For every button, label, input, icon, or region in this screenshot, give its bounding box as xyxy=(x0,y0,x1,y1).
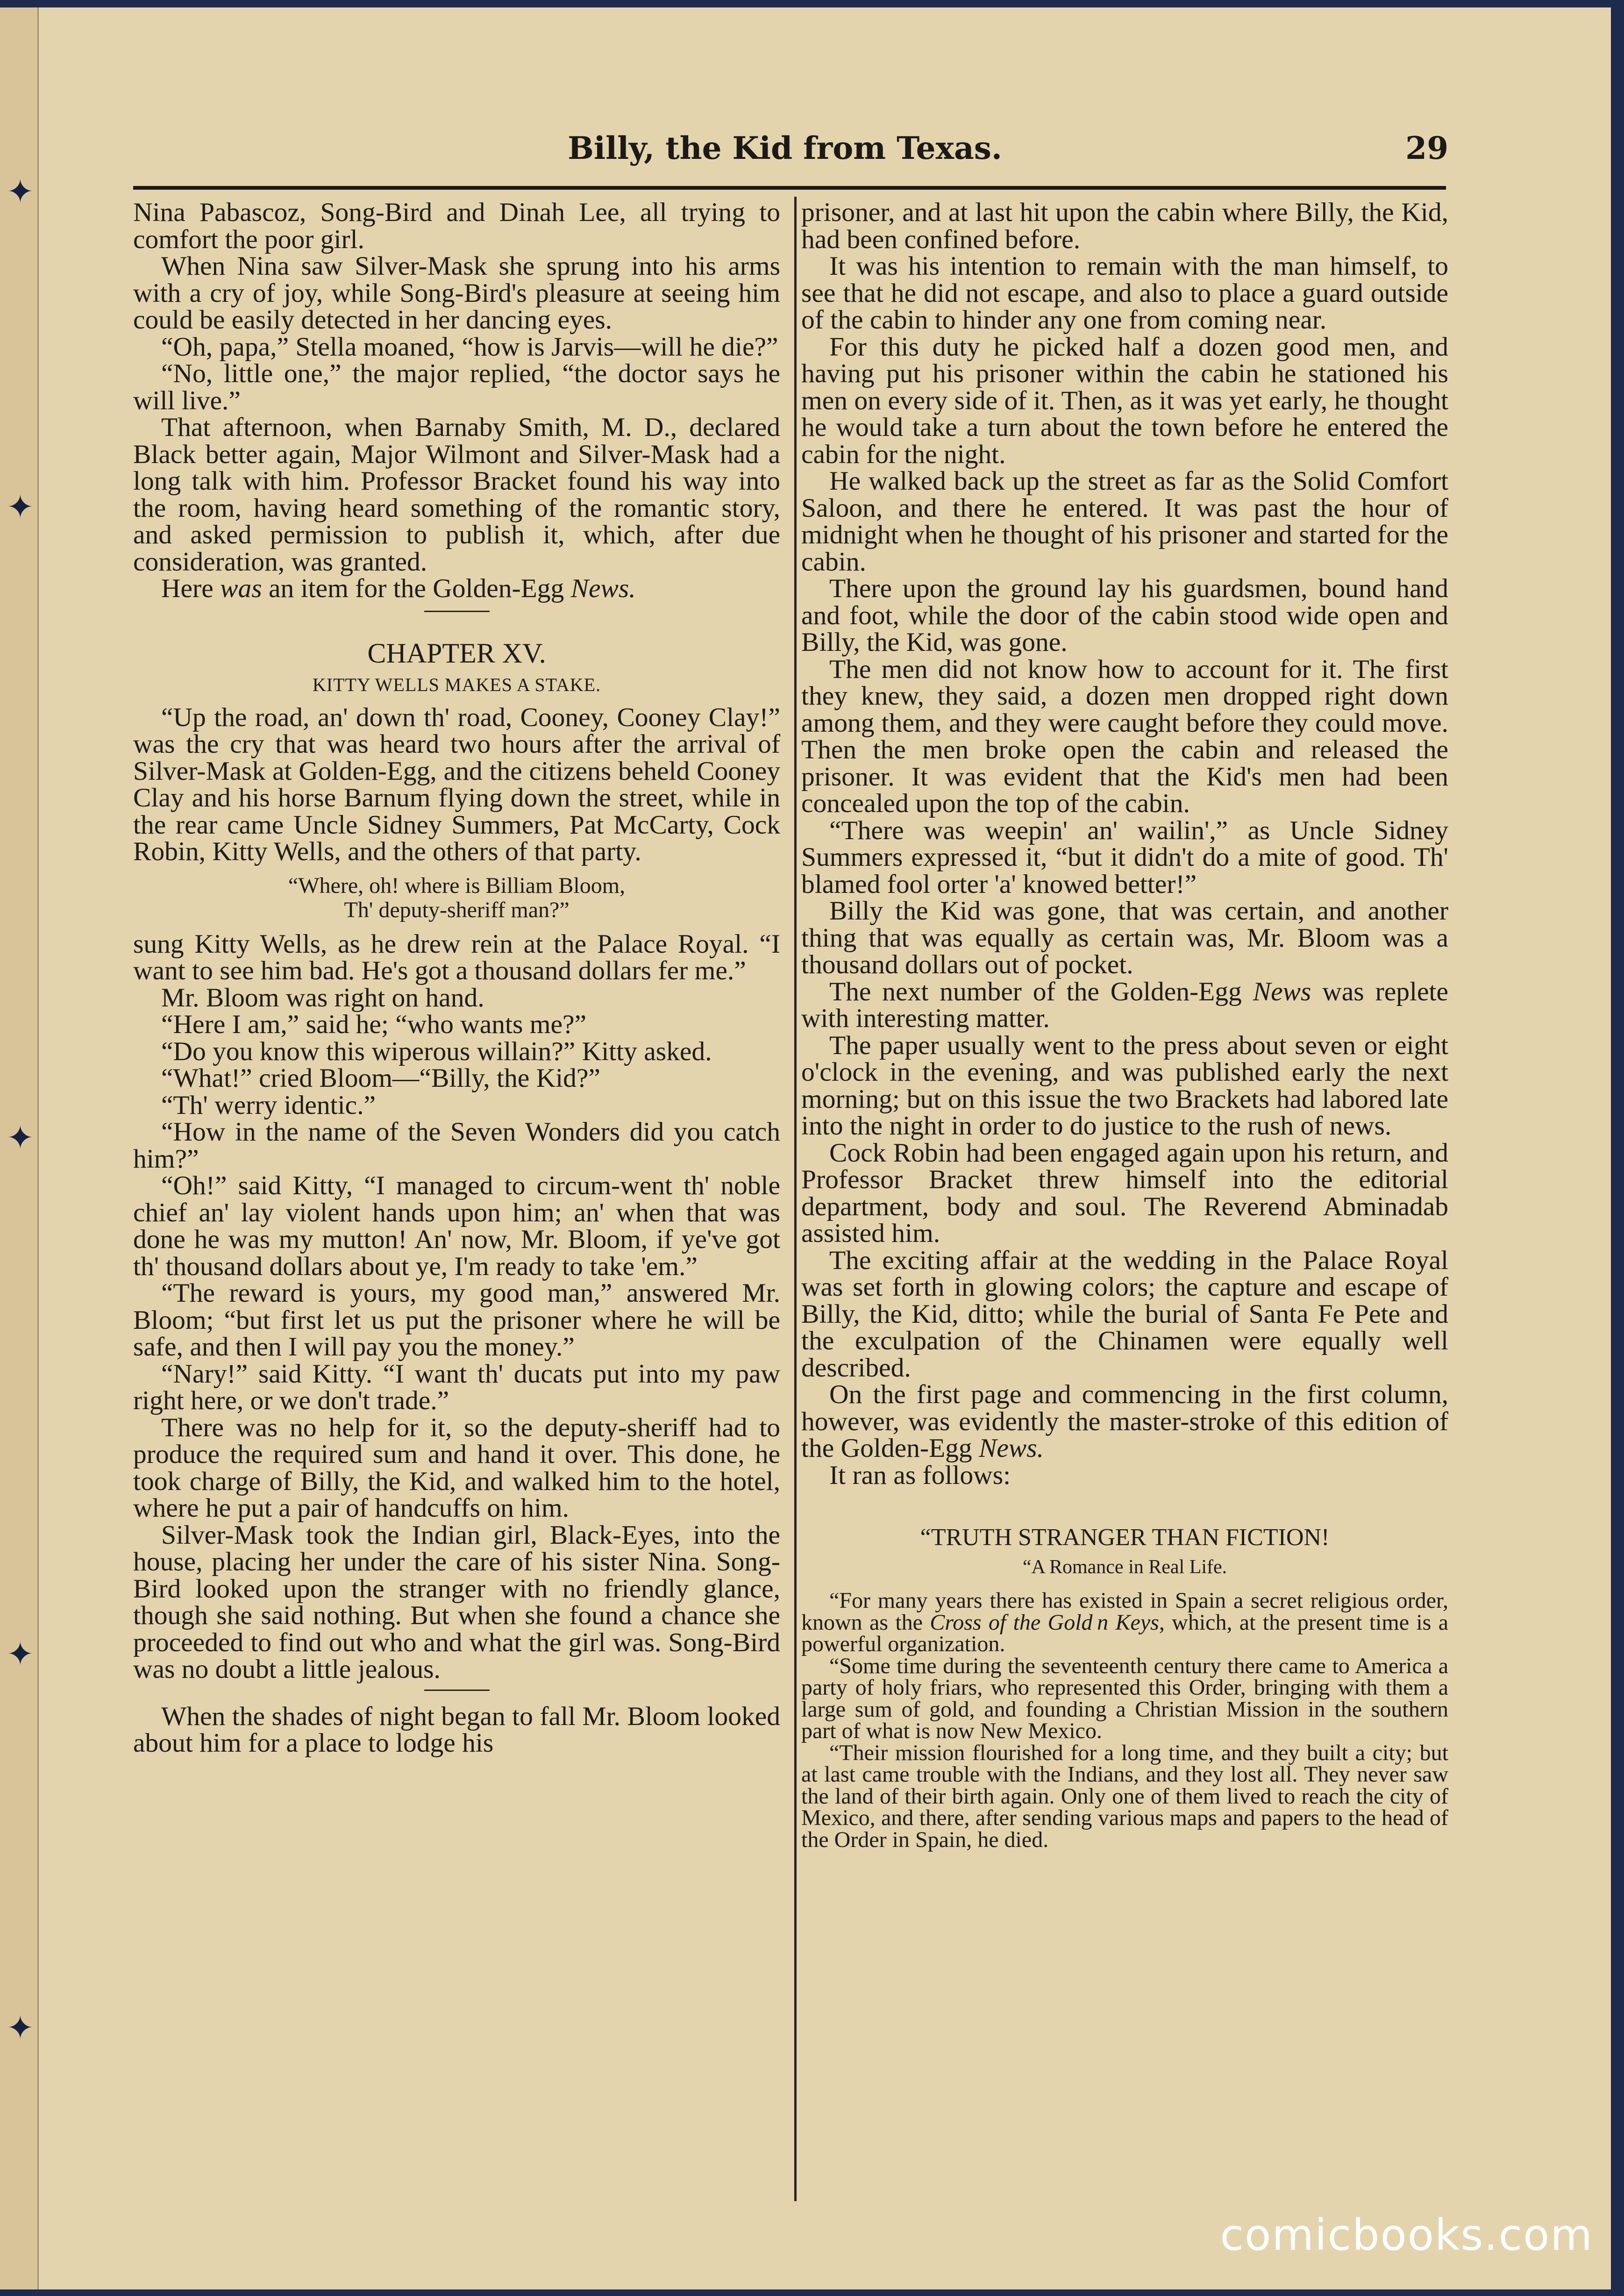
paragraph: “Some time during the seventeenth century there came to America a party of holy friars, who represented this Order, bringing with them a large sum of gold, and founding a Christian Mission in the southern part of what is now New Mexico. xyxy=(801,1653,1448,1743)
paragraph: “The reward is yours, my good man,” answered Mr. Bloom; “but first let us put the prisoner where he will be safe, and then I will pay you the money.” xyxy=(133,1278,780,1362)
paragraph: “Here I am,” said he; “who wants me?” xyxy=(161,1010,587,1039)
paragraph: On the first page and commencing in the first column, however, was evidently the master-stroke of this edition of the Golden-Egg News. xyxy=(801,1380,1448,1463)
binding-hole-icon: ✦ xyxy=(7,2009,34,2047)
binding-hole-icon: ✦ xyxy=(7,172,34,211)
chapter-heading: CHAPTER XV. xyxy=(367,637,546,669)
paragraph: When the shades of night began to fall Mr. Bloom looked about him for a place to lodge his xyxy=(133,1701,780,1758)
paragraph: That afternoon, when Barnaby Smith, M. D., declared Black better again, Major Wilmont and Silver-Mask had a long talk with him. Professor Bracket found his way into the room, having heard something of the romantic story, and asked permission to publish it, which, after due consideration, was granted. xyxy=(133,413,780,577)
page-number: 29 xyxy=(1405,130,1448,166)
separator-rule xyxy=(424,611,490,612)
paragraph: He walked back up the street as far as the Solid Comfort Saloon, and there he entered. It was past the hour of midnight when he thought of his prisoner and started for the cabin. xyxy=(801,466,1448,577)
paragraph: Here was an item for the Golden-Egg News. xyxy=(161,574,636,603)
verse xyxy=(133,874,780,922)
paragraph: “No, little one,” the major replied, “the doctor says he will live.” xyxy=(133,359,780,415)
paragraph: “Nary!” said Kitty. “I want th' ducats put into my paw right here, or we don't trade.” xyxy=(133,1359,780,1415)
binding-hole-icon: ✦ xyxy=(7,1635,34,1673)
paragraph: “There was weepin' an' wailin',” as Uncle Sidney Summers expressed it, “but it didn't do a mite of good. Th' blamed fool orter 'a' knowed better!” xyxy=(801,815,1448,899)
paragraph: “Their mission flourished for a long time, and they built a city; but at last came trouble with the Indians, and they lost all. They never saw the land of their birth again. Only one of them lived to reach the city of Mexico, and there, after sending various maps and papers to the head of the Order in Spain, he died. xyxy=(801,1740,1448,1852)
paragraph: The exciting affair at the wedding in the Palace Royal was set forth in glowing colors; the capture and escape of Billy, the Kid, ditto; while the burial of Santa Fe Pete and the exculpation of the Chinamen were equally well described. xyxy=(801,1245,1448,1383)
right-column xyxy=(801,199,1448,1851)
paragraph: “How in the name of the Seven Wonders did you catch him?” xyxy=(133,1117,780,1174)
running-head-title: Billy, the Kid from Texas. xyxy=(568,130,1002,166)
watermark: comicbooks.com xyxy=(1220,2210,1593,2260)
left-column xyxy=(133,199,780,1757)
chapter-subtitle: KITTY WELLS MAKES A STAKE. xyxy=(312,674,601,695)
header-rule xyxy=(133,186,1446,190)
paragraph: “What!” cried Bloom—“Billy, the Kid?” xyxy=(161,1063,600,1093)
paragraph: It ran as follows: xyxy=(829,1460,1011,1490)
paragraph: The paper usually went to the press about seven or eight o'clock in the evening, and was published early the next morning; but on this issue the two Brackets had labored late into the night in order to do justice to the rush of news. xyxy=(801,1030,1448,1141)
paragraph: “Up the road, an' down th' road, Cooney, Cooney Clay!” was the cry that was heard two hours after the arrival of Silver-Mask at Golden-Egg, and the citizens beheld Cooney Clay and his horse Barnum flying down the street, while in the rear came Uncle Sidney Summers, Pat McCarty, Cock Robin, Kitty Wells, and the others of that party. xyxy=(133,702,780,866)
paragraph: “Do you know this wiperous willain?” Kitty asked. xyxy=(161,1036,712,1066)
paragraph: For this duty he picked half a dozen good men, and having put his prisoner within the cabin he stationed his men on every side of it. Then, as it was yet early, he thought he would take a turn about the town before he entered the cabin for the night. xyxy=(801,332,1448,469)
article-title: “TRUTH STRANGER THAN FICTION! xyxy=(920,1524,1330,1551)
paragraph: Billy the Kid was gone, that was certain, and another thing that was equally as certain was, Mr. Bloom was a thousand dollars out of pocket. xyxy=(801,896,1448,979)
verse-line: Th' deputy-sheriff man?” xyxy=(344,897,570,922)
paragraph: There upon the ground lay his guardsmen, bound hand and foot, while the door of the cabin stood wide open and Billy, the Kid, was gone. xyxy=(801,574,1448,657)
paragraph: It was his intention to remain with the man himself, to see that he did not escape, and also to place a guard outside of the cabin to hinder any one from coming near. xyxy=(801,251,1448,335)
paragraph: sung Kitty Wells, as he drew rein at the Palace Royal. “I want to see him bad. He's got a thousand dollars fer me.” xyxy=(133,929,780,985)
separator-rule xyxy=(424,1690,490,1691)
paragraph: The next number of the Golden-Egg News was replete with interesting matter. xyxy=(801,977,1448,1033)
paragraph: Nina Pabascoz, Song-Bird and Dinah Lee, all trying to comfort the poor girl. xyxy=(133,198,780,254)
paragraph: Mr. Bloom was right on hand. xyxy=(161,983,484,1013)
paragraph: Cock Robin had been engaged again upon his return, and Professor Bracket threw himself into the editorial department, body and soul. The Reverend Abminadab assisted him. xyxy=(801,1138,1448,1248)
article-subtitle: “A Romance in Real Life. xyxy=(1022,1556,1227,1578)
column-divider xyxy=(794,197,797,2201)
page-spine xyxy=(0,7,39,2289)
paragraph: The men did not know how to account for it. The first they knew, they said, a dozen men dropped right down among them, and they were caught before they could move. Then the men broke open the cabin and released the prisoner. It was evident that the Kid's men had been concealed upon the top of the cabin. xyxy=(801,654,1448,818)
binding-hole-icon: ✦ xyxy=(7,488,34,526)
paragraph: “For many years there has existed in Spain a secret religious order, known as the Cross of the Gold n Keys, which, at the present time is a powerful organization. xyxy=(801,1588,1448,1656)
paragraph: “Th' werry identic.” xyxy=(161,1090,376,1120)
paragraph: There was no help for it, so the deputy-sheriff had to produce the required sum and hand it over. This done, he took charge of Billy, the Kid, and walked him to the hotel, where he put a pair of handcuffs on him. xyxy=(133,1412,780,1523)
paragraph: prisoner, and at last hit upon the cabin where Billy, the Kid, had been confined before. xyxy=(801,198,1448,254)
paragraph: Silver-Mask took the Indian girl, Black-Eyes, into the house, placing her under the care of his sister Nina. Song-Bird looked upon the stranger with no friendly glance, though she said nothing. But when she found a chance she proceeded to find out who and what the girl was. Song-Bird was no doubt a little jealous. xyxy=(133,1520,780,1684)
binding-hole-icon: ✦ xyxy=(7,1119,34,1157)
paragraph: “Oh, papa,” Stella moaned, “how is Jarvis—will he die?” xyxy=(161,332,778,362)
paragraph: When Nina saw Silver-Mask she sprung into his arms with a cry of joy, while Song-Bird's pleasure at seeing him could be easily detected in her dancing eyes. xyxy=(133,251,780,335)
verse-line: “Where, oh! where is Billiam Bloom, xyxy=(288,873,626,898)
paragraph: “Oh!” said Kitty, “I managed to circum-went th' noble chief an' lay violent hands upon him; an' when that was done he was my mutton! An' now, Mr. Bloom, if ye've got th' thousand dollars about ye, I'm ready to take 'em.” xyxy=(133,1171,780,1281)
